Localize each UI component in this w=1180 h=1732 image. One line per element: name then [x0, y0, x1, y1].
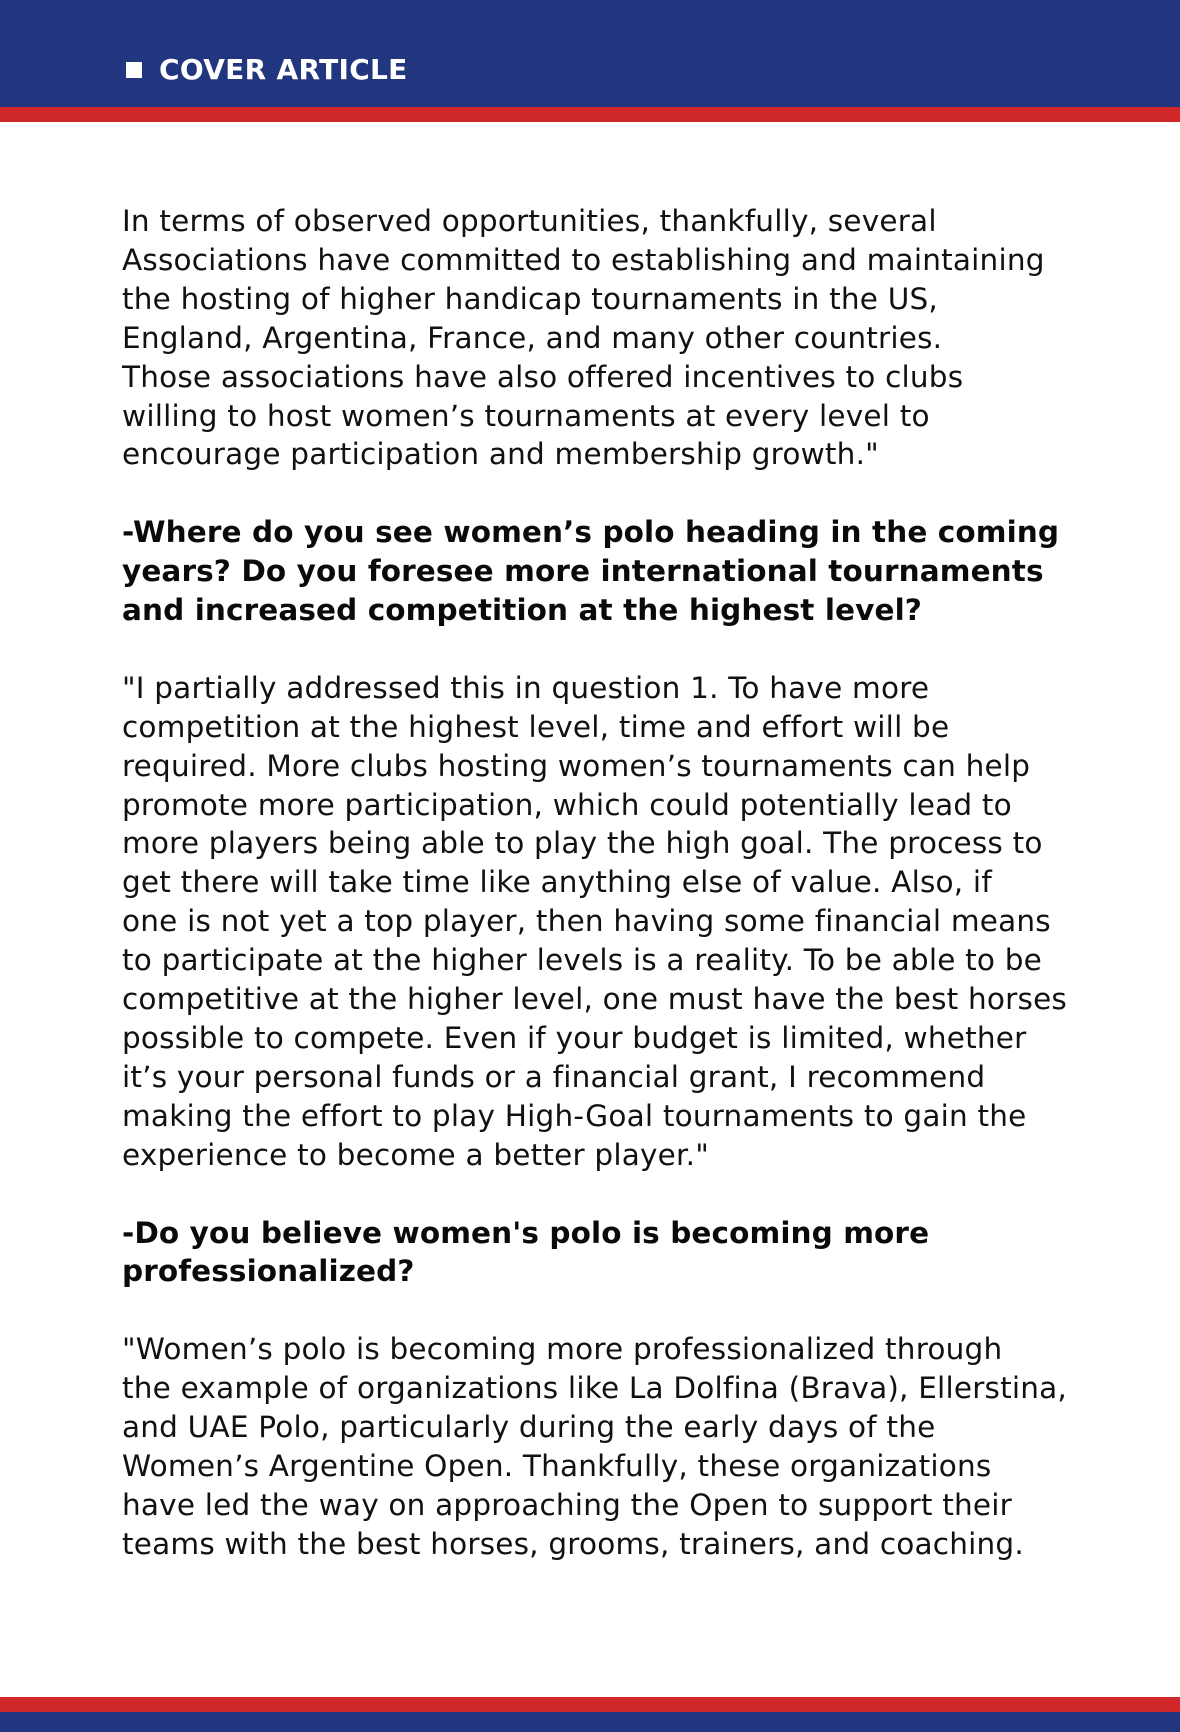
text-line: to participate at the higher levels is a reality. To be able to be: [122, 943, 1043, 978]
text-line: experience to become a better player.": [122, 1137, 709, 1172]
text-line: the example of organizations like La Dolfina (Brava), Ellerstina,: [122, 1371, 1068, 1406]
text-line: competition at the highest level, time and effort will be: [122, 709, 950, 744]
text-line: "Women’s polo is becoming more professionalized through: [122, 1332, 1003, 1367]
question-line: years? Do you foresee more international tournaments: [122, 554, 1044, 589]
answer-paragraph: [122, 669, 1082, 1175]
header-stripe: [0, 107, 1180, 122]
text-line: Those associations have also offered incentives to clubs: [122, 359, 964, 394]
text-line: In terms of observed opportunities, thankfully, several: [122, 204, 937, 238]
section-label: [126, 52, 408, 88]
section-label-text: COVER ARTICLE: [159, 53, 408, 86]
interview-question: [122, 513, 1082, 630]
text-line: one is not yet a top player, then having some financial means: [122, 904, 1051, 939]
text-line: possible to compete. Even if your budget is limited, whether: [122, 1021, 1027, 1055]
text-line: willing to host women’s tournaments at every level to: [122, 398, 930, 433]
article-body: [122, 202, 1082, 1564]
text-line: the hosting of higher handicap tournaments in the US,: [122, 281, 938, 316]
question-line: -Where do you see women’s polo heading in the coming: [122, 515, 1060, 550]
text-line: making the effort to play High-Goal tournaments to gain the: [122, 1098, 1027, 1133]
text-line: Associations have committed to establishing and maintaining: [122, 242, 1045, 277]
question-line: and increased competition at the highest level?: [122, 593, 923, 628]
text-line: teams with the best horses, grooms, trainers, and coaching.: [122, 1526, 1024, 1561]
square-bullet-icon: [126, 62, 142, 78]
interview-question: [122, 1214, 1082, 1292]
footer-band: [0, 1712, 1180, 1732]
text-line: "I partially addressed this in question 1. To have more: [122, 670, 930, 705]
question-line: professionalized?: [122, 1254, 415, 1289]
text-line: Women’s Argentine Open. Thankfully, these organizations: [122, 1448, 992, 1483]
text-line: encourage participation and membership growth.": [122, 437, 879, 472]
text-line: have led the way on approaching the Open to support their: [122, 1487, 1012, 1522]
answer-paragraph: [122, 1330, 1082, 1563]
text-line: get there will take time like anything else of value. Also, if: [122, 865, 992, 900]
text-line: promote more participation, which could potentially lead to: [122, 787, 1012, 822]
text-line: competitive at the higher level, one must have the best horses: [122, 982, 1067, 1017]
footer-stripe: [0, 1697, 1180, 1712]
text-line: it’s your personal funds or a financial grant, I recommend: [122, 1059, 986, 1094]
text-line: England, Argentina, France, and many other countries.: [122, 320, 943, 355]
text-line: and UAE Polo, particularly during the early days of the: [122, 1410, 936, 1445]
paragraph: [122, 202, 1082, 474]
text-line: more players being able to play the high goal. The process to: [122, 826, 1043, 861]
text-line: required. More clubs hosting women’s tournaments can help: [122, 748, 1031, 783]
question-line: -Do you believe women's polo is becoming more: [122, 1215, 930, 1250]
